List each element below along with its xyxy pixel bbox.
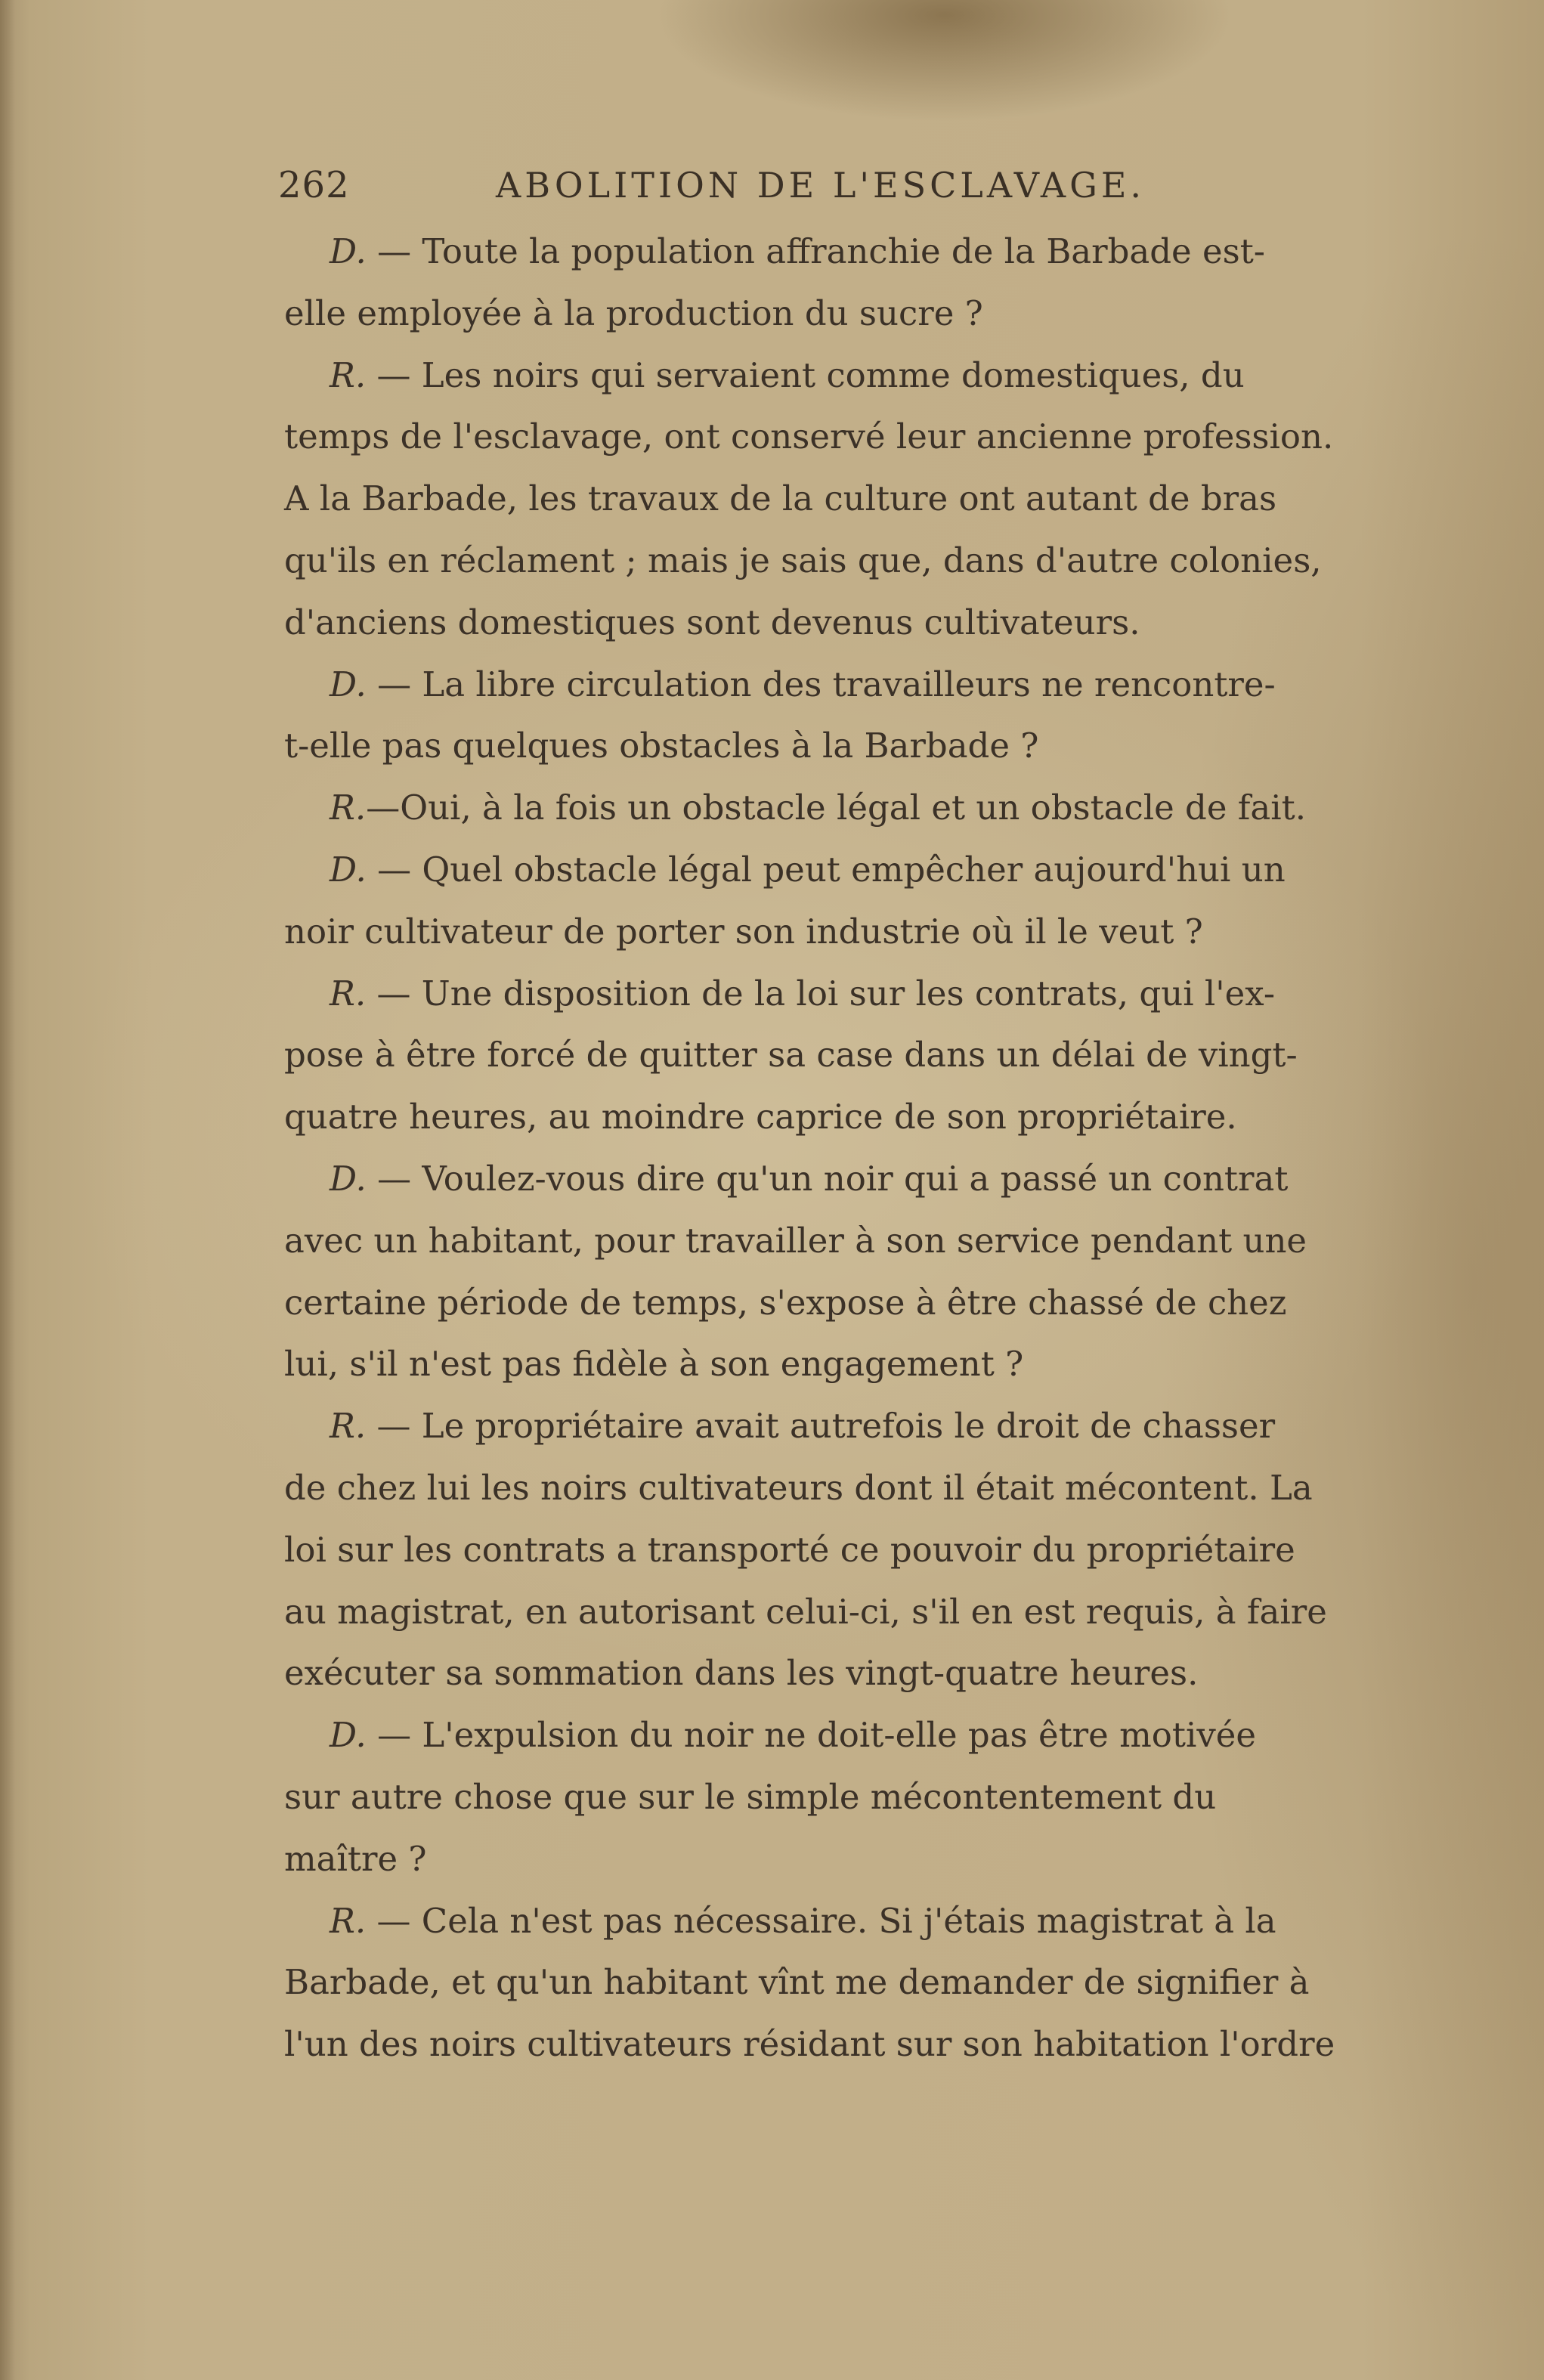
text-line xyxy=(284,1828,1418,1890)
line-text: — Le propriétaire avait autrefois le droit de chasser xyxy=(366,1406,1276,1447)
line-text: elle employée à la production du sucre ? xyxy=(284,292,983,333)
speaker-label: R. xyxy=(330,354,367,395)
text-line xyxy=(284,1457,1418,1519)
speaker-label: D. xyxy=(330,1158,367,1199)
line-text: — Les noirs qui servaient comme domestiques, du xyxy=(366,354,1245,395)
text-line xyxy=(284,283,1418,345)
text-line xyxy=(284,221,1418,283)
running-head: ABOLITION DE L'ESCLAVAGE. xyxy=(496,165,1146,206)
line-text: de chez lui les noirs cultivateurs dont il était mécontent. La xyxy=(284,1467,1313,1508)
text-line xyxy=(284,963,1418,1025)
speaker-label: D. xyxy=(330,849,367,890)
text-line xyxy=(284,1210,1418,1272)
text-line xyxy=(284,715,1418,777)
text-line xyxy=(284,406,1418,468)
line-text: qu'ils en réclament ; mais je sais que, dans d'autre colonies, xyxy=(284,540,1322,580)
line-text: quatre heures, au moindre caprice de son propriétaire. xyxy=(284,1097,1237,1137)
speaker-label: R. xyxy=(330,973,367,1014)
line-text: maître ? xyxy=(284,1838,427,1879)
text-line xyxy=(284,1766,1418,1828)
text-line xyxy=(284,1395,1418,1457)
line-text: A la Barbade, les travaux de la culture ont autant de bras xyxy=(284,478,1277,519)
speaker-label: D. xyxy=(330,1715,367,1756)
line-text: l'un des noirs cultivateurs résidant sur son habitation l'ordre xyxy=(284,2024,1335,2065)
text-line xyxy=(284,1148,1418,1210)
text-line xyxy=(284,1581,1418,1643)
line-text: t-elle pas quelques obstacles à la Barbade ? xyxy=(284,726,1039,766)
text-line xyxy=(284,1642,1418,1704)
line-text: — L'expulsion du noir ne doit-elle pas être motivée xyxy=(366,1715,1257,1756)
text-line xyxy=(284,901,1418,963)
line-text: sur autre chose que sur le simple mécontentement du xyxy=(284,1776,1217,1817)
line-text: —Oui, à la fois un obstacle légal et un obstacle de fait. xyxy=(366,788,1307,828)
text-line xyxy=(284,1333,1418,1395)
text-line xyxy=(284,1086,1418,1148)
text-line xyxy=(284,1951,1418,2013)
text-line xyxy=(284,1024,1418,1086)
text-line xyxy=(284,592,1418,654)
line-text: — Voulez-vous dire qu'un noir qui a passé un contrat xyxy=(366,1158,1289,1199)
text-line xyxy=(284,1704,1418,1766)
line-text: lui, s'il n'est pas fidèle à son engagement ? xyxy=(284,1344,1024,1385)
line-text: certaine période de temps, s'expose à être chassé de chez xyxy=(284,1282,1287,1323)
line-text: Barbade, et qu'un habitant vînt me demander de signifier à xyxy=(284,1962,1310,2003)
line-text: pose à être forcé de quitter sa case dans un délai de vingt- xyxy=(284,1035,1298,1075)
line-text: d'anciens domestiques sont devenus cultivateurs. xyxy=(284,602,1140,642)
speaker-label: R. xyxy=(330,1406,367,1447)
line-text: — Toute la population affranchie de la Barbade est- xyxy=(366,231,1265,271)
line-text: — La libre circulation des travailleurs ne rencontre- xyxy=(366,664,1276,704)
page-header xyxy=(278,159,1193,212)
text-line xyxy=(284,345,1418,407)
line-text: — Cela n'est pas nécessaire. Si j'étais magistrat à la xyxy=(366,1900,1276,1941)
line-text: — Une disposition de la loi sur les contrats, qui l'ex- xyxy=(366,973,1276,1014)
speaker-label: R. xyxy=(330,788,367,828)
line-text: au magistrat, en autorisant celui-ci, s'il en est requis, à faire xyxy=(284,1591,1327,1632)
line-text: avec un habitant, pour travailler à son service pendant une xyxy=(284,1220,1307,1261)
page-binding-edge xyxy=(0,0,15,2380)
line-text: temps de l'esclavage, ont conservé leur ancienne profession. xyxy=(284,416,1334,457)
line-text: exécuter sa sommation dans les vingt-quatre heures. xyxy=(284,1653,1199,1694)
body-text xyxy=(284,221,1418,2075)
text-line xyxy=(284,530,1418,592)
speaker-label: D. xyxy=(330,664,367,704)
text-line xyxy=(284,468,1418,530)
line-text: — Quel obstacle légal peut empêcher aujourd'hui un xyxy=(366,849,1286,890)
text-line xyxy=(284,654,1418,716)
line-text: loi sur les contrats a transporté ce pouvoir du propriétaire xyxy=(284,1529,1295,1570)
text-line xyxy=(284,1519,1418,1581)
text-line xyxy=(284,1272,1418,1334)
text-line xyxy=(284,777,1418,839)
speaker-label: R. xyxy=(330,1900,367,1941)
line-text: noir cultivateur de porter son industrie où il le veut ? xyxy=(284,911,1203,952)
text-line xyxy=(284,2013,1418,2075)
text-line xyxy=(284,1890,1418,1952)
text-line xyxy=(284,839,1418,901)
page-number: 262 xyxy=(278,164,350,206)
speaker-label: D. xyxy=(330,231,367,271)
